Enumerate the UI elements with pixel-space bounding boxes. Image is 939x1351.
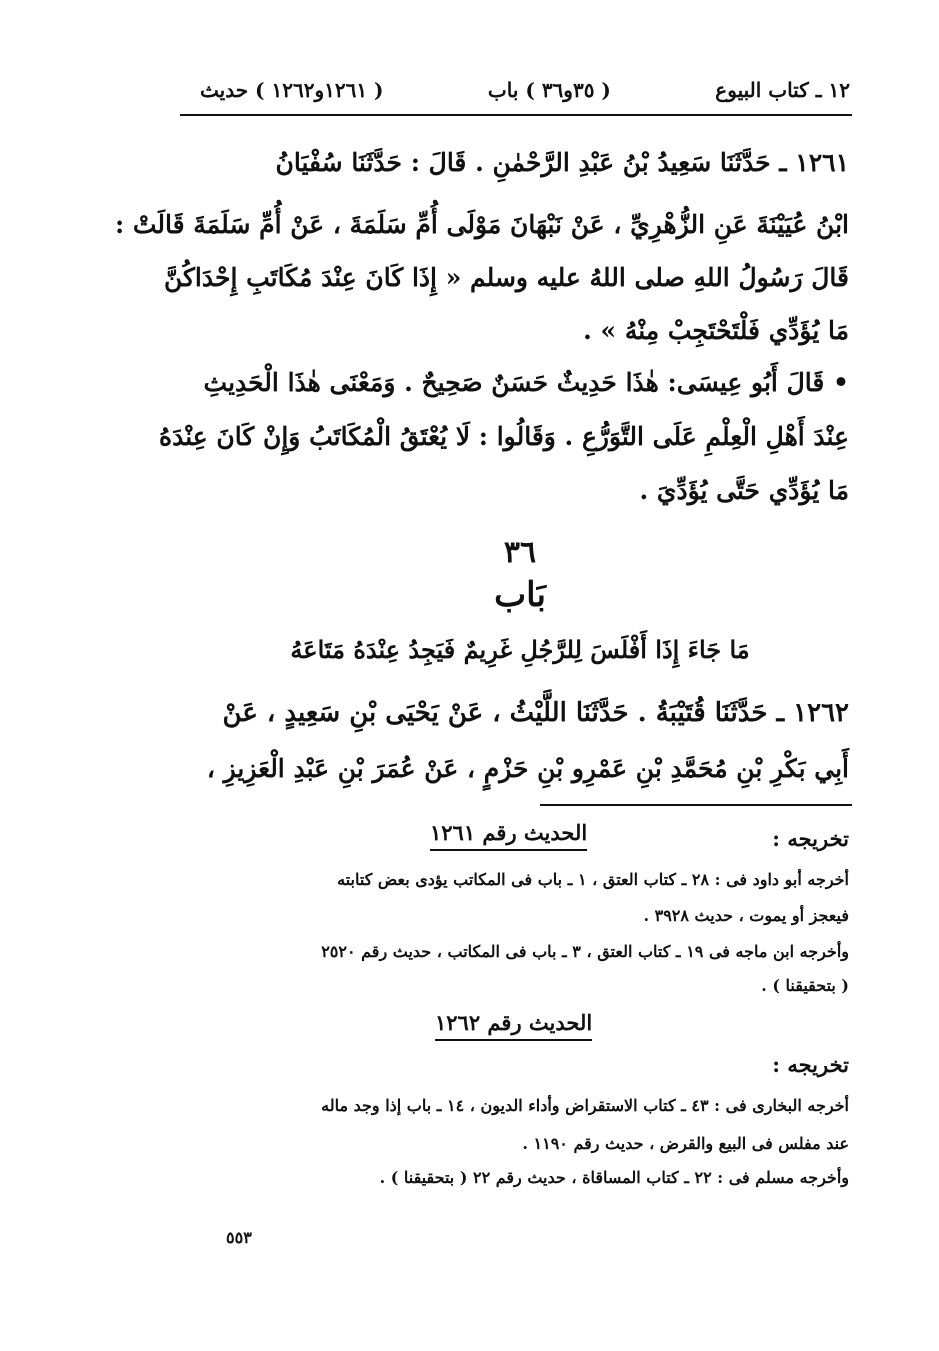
- running-header: [200, 70, 850, 110]
- header-divider: [180, 114, 852, 116]
- page-number: ٥٥٣: [226, 1228, 252, 1247]
- footnote-line: فيعجز أو يموت ، حديث ٣٩٢٨ .: [643, 906, 849, 925]
- footnote-line: وأخرجه ابن ماجه فى ١٩ ـ كتاب العتق ، ٣ ـ باب فى المكاتب ، حديث رقم ٢٥٢٠: [321, 942, 849, 961]
- takhrij-label: تخريجه :: [772, 826, 849, 851]
- header-hadith-ref: ( ١٢٦١و١٢٦٢ ) حديث: [200, 78, 384, 102]
- footnote-divider: [540, 804, 852, 806]
- section-subtitle: مَا جَاءَ إِذَا أَفْلَسَ لِلرَّجُلِ غَرِيمٌ فَيَجِدُ عِنْدَهُ مَتَاعَهُ: [290, 635, 750, 664]
- footnote-heading-1261: الحديث رقم ١٢٦١: [430, 820, 587, 851]
- hadith-1261-line: ١٢٦١ ـ حَدَّثَنَا سَعِيدُ بْنُ عَبْدِ الرَّحْمٰنِ . قَالَ : حَدَّثَنَا سُفْيَانُ: [275, 148, 849, 177]
- hadith-1262-line: ١٢٦٢ ـ حَدَّثَنَا قُتَيْبَةُ . حَدَّثَنَا اللَّيْثُ ، عَنْ يَحْيَى بْنِ سَعِيدٍ ، عَنْ: [222, 698, 849, 728]
- footnote-line: أخرجه أبو داود فى : ٢٨ ـ كتاب العتق ، ١ ـ باب فى المكاتب يؤدى بعض كتابته: [337, 870, 849, 889]
- takhrij-label: تخريجه :: [772, 1052, 849, 1077]
- section-title: بَاب: [494, 575, 546, 615]
- hadith-1261-line: مَا يُؤَدِّي فَلْتَحْتَجِبْ مِنْهُ » .: [583, 316, 849, 345]
- footnote-line: وأخرجه مسلم فى : ٢٢ ـ كتاب المساقاة ، حديث رقم ٢٢ ( بتحقيقنا ) .: [379, 1168, 849, 1187]
- footnote-heading-1262: الحديث رقم ١٢٦٢: [435, 1010, 592, 1041]
- hadith-1261-line: ابْنُ عُيَيْنَةَ عَنِ الزُّهْرِيِّ ، عَنْ نَبْهَانَ مَوْلَى أُمِّ سَلَمَةَ ، عَنْ أُمِّ سَلَمَةَ قَالَتْ :: [114, 210, 849, 239]
- header-book-title: ١٢ ـ كتاب البيوع: [715, 78, 850, 102]
- hadith-1261-line: قَالَ رَسُولُ اللهِ صلى اللهُ عليه وسلم « إِذَا كَانَ عِنْدَ مُكَاتَبِ إِحْدَاكُنَّ: [163, 263, 849, 292]
- hadith-1262-line: أَبِي بَكْرِ بْنِ مُحَمَّدِ بْنِ عَمْرِو بْنِ حَزْمٍ ، عَنْ عُمَرَ بْنِ عَبْدِ الْعَزِيزِ ،: [206, 754, 849, 783]
- header-chapter-ref: ( ٣٥و٣٦ ) باب: [487, 78, 611, 102]
- commentary-line: • قَالَ أَبُو عِيسَى: هٰذَا حَدِيثٌ حَسَنٌ صَحِيحٌ . وَمَعْنَى هٰذَا الْحَدِيثِ: [203, 368, 849, 397]
- footnote-line: عند مفلس فى البيع والقرض ، حديث رقم ١١٩٠ .: [522, 1134, 849, 1153]
- section-number: ٣٦: [503, 535, 537, 570]
- footnote-line: ( بتحقيقنا ) .: [761, 976, 849, 995]
- commentary-line: عِنْدَ أَهْلِ الْعِلْمِ عَلَى التَّوَرُّعِ . وَقَالُوا : لَا يُعْتَقُ الْمُكَاتَبُ وَإِنْ كَانَ عِنْدَهُ: [159, 422, 849, 451]
- commentary-line: مَا يُؤَدِّي حَتَّى يُؤَدِّيَ .: [639, 476, 849, 505]
- footnote-line: أخرجه البخارى فى : ٤٣ ـ كتاب الاستقراض وأداء الديون ، ١٤ ـ باب إذا وجد ماله: [321, 1096, 849, 1115]
